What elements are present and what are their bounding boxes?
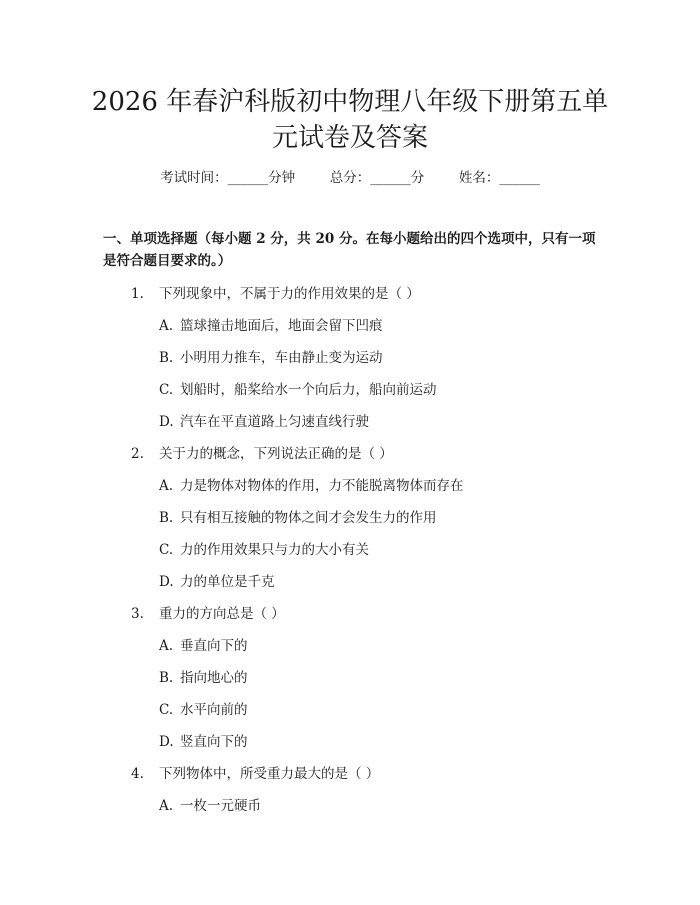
option-letter: B. [159, 670, 174, 686]
question-4 [131, 764, 379, 784]
option-text: 力的作用效果只与力的大小有关 [180, 542, 369, 558]
option-letter: A. [159, 798, 174, 814]
question-2-option-d [159, 572, 275, 592]
question-number: 2. [131, 446, 144, 462]
option-letter: A. [159, 638, 174, 654]
option-text: 汽车在平直道路上匀速直线行驶 [180, 414, 369, 430]
question-2-option-a [159, 476, 464, 496]
question-1-option-c [159, 380, 437, 400]
score-unit: 分 [410, 170, 425, 186]
question-text: 关于力的概念，下列说法正确的是（ ） [159, 446, 393, 462]
option-text: 力是物体对物体的作用，力不能脱离物体而存在 [180, 478, 464, 494]
option-letter: B. [159, 350, 174, 366]
time-unit: 分钟 [268, 170, 296, 186]
option-text: 水平向前的 [180, 702, 248, 718]
time-blank: ______ [227, 170, 269, 186]
question-3 [131, 604, 285, 624]
question-2-option-c [159, 540, 369, 560]
question-3-option-b [159, 668, 248, 688]
question-1-option-b [159, 348, 383, 368]
question-number: 4. [131, 766, 144, 782]
question-3-option-c [159, 700, 248, 720]
question-number: 1. [131, 286, 144, 302]
question-text: 下列物体中，所受重力最大的是（ ） [159, 766, 380, 782]
option-letter: D. [159, 734, 174, 750]
name-blank: ______ [499, 170, 540, 186]
section-1-title: 一、单项选择题（每小题 2 分，共 20 分。在每小题给出的四个选项中，只有一项是符合题目要求的。） [103, 231, 596, 269]
option-letter: D. [159, 414, 174, 430]
score-blank: ______ [370, 170, 411, 186]
question-2-option-b [159, 508, 437, 528]
option-letter: D. [159, 574, 174, 590]
question-1-option-d [159, 412, 369, 432]
option-text: 垂直向下的 [180, 638, 248, 654]
name-label: 姓名： [458, 170, 500, 186]
option-text: 竖直向下的 [180, 734, 248, 750]
option-text: 划船时，船桨给水一个向后力，船向前运动 [180, 382, 437, 398]
option-text: 只有相互接触的物体之间才会发生力的作用 [180, 510, 437, 526]
option-letter: C. [159, 702, 174, 718]
question-1 [131, 284, 420, 304]
option-text: 指向地心的 [180, 670, 248, 686]
question-text: 重力的方向总是（ ） [159, 606, 285, 622]
option-letter: A. [159, 478, 174, 494]
option-letter: A. [159, 318, 174, 334]
question-number: 3. [131, 606, 144, 622]
question-text: 下列现象中，不属于力的作用效果的是（ ） [159, 286, 420, 302]
option-text: 力的单位是千克 [180, 574, 275, 590]
exam-title-line-1: 2026 年春沪科版初中物理八年级下册第五单 [91, 87, 609, 117]
option-letter: C. [159, 542, 174, 558]
option-letter: C. [159, 382, 174, 398]
question-4-option-a [159, 796, 261, 816]
option-letter: B. [159, 510, 174, 526]
exam-title-line-2: 元试卷及答案 [271, 123, 428, 153]
question-2 [131, 444, 393, 464]
question-1-option-a [159, 316, 383, 336]
option-text: 一枚一元硬币 [180, 798, 261, 814]
score-label: 总分： [329, 170, 371, 186]
time-label: 考试时间： [160, 170, 228, 186]
option-text: 篮球撞击地面后，地面会留下凹痕 [180, 318, 383, 334]
question-3-option-a [159, 636, 248, 656]
question-3-option-d [159, 732, 248, 752]
exam-meta-info [0, 168, 700, 188]
option-text: 小明用力推车，车由静止变为运动 [180, 350, 383, 366]
